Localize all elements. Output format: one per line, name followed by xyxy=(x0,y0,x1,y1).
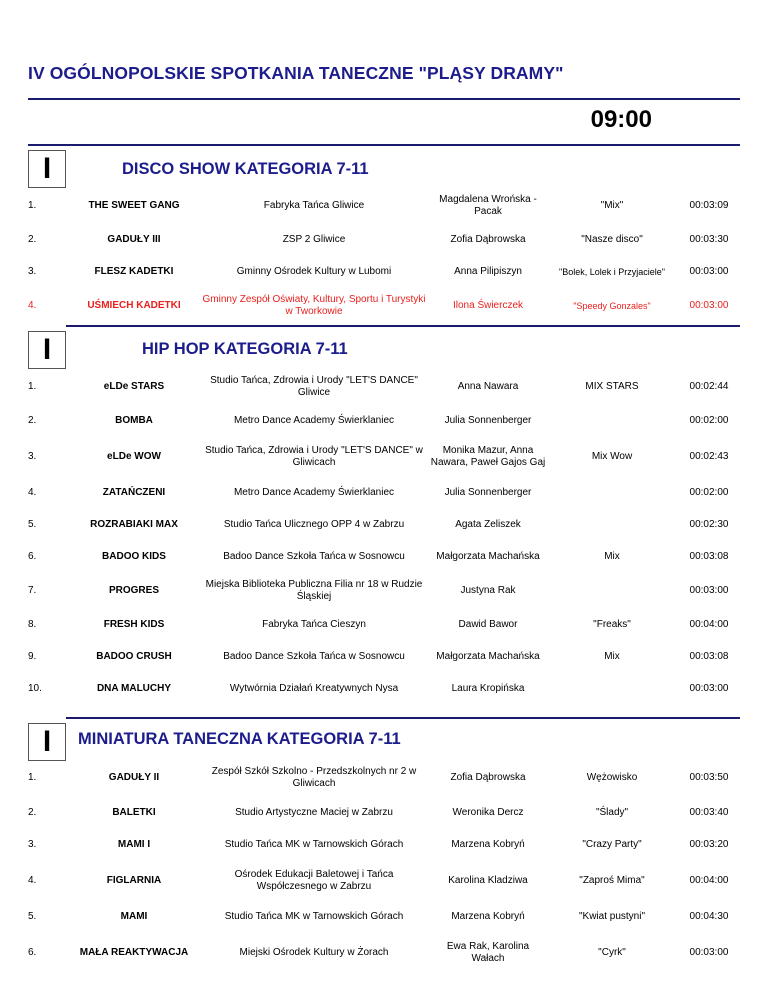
coach-name: Julia Sonnenberger xyxy=(444,415,532,426)
duration: 00:03:50 xyxy=(689,772,729,783)
song-title: "Ślady" xyxy=(595,807,629,818)
table-row xyxy=(28,256,740,288)
song-title: "Speedy Gonzales" xyxy=(573,301,651,311)
row-number: 1. xyxy=(28,381,37,392)
section-marker: I xyxy=(28,331,66,369)
coach-name: Małgorzata Machańska xyxy=(436,651,540,662)
club-name: Ośrodek Edukacji Baletowej i Tańca Współczesnego w Zabrzu xyxy=(234,869,394,892)
divider xyxy=(28,144,740,146)
table-row xyxy=(28,829,740,861)
section-marker: I xyxy=(28,723,66,761)
row-number: 2. xyxy=(28,415,37,426)
row-number: 5. xyxy=(28,519,37,530)
table-row xyxy=(28,405,740,437)
team-name: GADUŁY II xyxy=(108,772,160,783)
team-name: FLESZ KADETKI xyxy=(94,266,174,277)
duration: 00:02:44 xyxy=(689,381,729,392)
coach-name: Anna Pilipiszyn xyxy=(454,266,522,277)
duration: 00:03:00 xyxy=(689,947,729,958)
team-name: BADOO CRUSH xyxy=(96,651,172,662)
song-title: "Bolek, Lolek i Przyjaciele" xyxy=(559,267,665,277)
coach-name: Zofia Dąbrowska xyxy=(450,234,526,245)
duration: 00:03:09 xyxy=(689,200,729,211)
team-name: BALETKI xyxy=(112,807,156,818)
song-title xyxy=(546,405,678,437)
coach-name: Marzena Kobryń xyxy=(451,911,525,922)
song-title: "Crazy Party" xyxy=(582,839,642,850)
duration: 00:04:30 xyxy=(689,911,729,922)
page-title: IV OGÓLNOPOLSKIE SPOTKANIA TANECZNE "PLĄSY DRAMY" xyxy=(28,63,564,83)
song-title: Mix xyxy=(604,551,620,562)
table-row xyxy=(28,759,740,797)
table-row-highlighted xyxy=(28,288,740,324)
duration: 00:03:00 xyxy=(689,683,729,694)
row-number: 3. xyxy=(28,839,37,850)
team-name: GADUŁY III xyxy=(107,234,161,245)
row-number: 3. xyxy=(28,266,37,277)
team-name: PROGRES xyxy=(108,585,159,596)
table-row xyxy=(28,901,740,933)
duration: 00:03:00 xyxy=(689,585,729,596)
row-number: 2. xyxy=(28,807,37,818)
divider xyxy=(28,98,740,100)
section-title: DISCO SHOW KATEGORIA 7-11 xyxy=(122,160,369,178)
coach-name: Zofia Dąbrowska xyxy=(450,772,526,783)
team-name: eLDe WOW xyxy=(107,451,161,462)
club-name: Gminny Ośrodek Kultury w Lubomi xyxy=(236,266,392,277)
coach-name: Dawid Bawor xyxy=(458,619,518,630)
table-row xyxy=(28,369,740,405)
row-number: 4. xyxy=(28,875,37,886)
song-title: "Mix" xyxy=(600,200,624,211)
duration: 00:02:43 xyxy=(689,451,729,462)
team-name: FRESH KIDS xyxy=(103,619,165,630)
row-number: 6. xyxy=(28,947,37,958)
row-number: 6. xyxy=(28,551,37,562)
team-name: MAŁA REAKTYWACJA xyxy=(79,947,189,958)
table-row xyxy=(28,509,740,541)
team-name: UŚMIECH KADETKI xyxy=(87,300,181,311)
song-title: Mix Wow xyxy=(591,451,633,462)
row-number: 4. xyxy=(28,300,37,311)
song-title: "Cyrk" xyxy=(598,947,626,958)
row-number: 3. xyxy=(28,451,37,462)
club-name: Miejski Ośrodek Kultury w Żorach xyxy=(239,947,389,958)
coach-name: Ilona Świerczek xyxy=(452,300,524,311)
club-name: Studio Artystyczne Maciej w Zabrzu xyxy=(235,807,393,818)
row-number: 10. xyxy=(28,683,42,694)
club-name: Badoo Dance Szkoła Tańca w Sosnowcu xyxy=(223,651,405,662)
team-name: FIGLARNIA xyxy=(106,875,162,886)
table-row xyxy=(28,477,740,509)
song-title: Mix xyxy=(604,651,620,662)
song-title: "Zaproś Mima" xyxy=(579,875,645,886)
row-number: 4. xyxy=(28,487,37,498)
duration: 00:03:20 xyxy=(689,839,729,850)
section-title: MINIATURA TANECZNA KATEGORIA 7-11 xyxy=(78,730,401,748)
team-name: THE SWEET GANG xyxy=(88,200,180,211)
club-name: Gminny Zespół Oświaty, Kultury, Sportu i Turystyki w Tworkowie xyxy=(202,294,426,317)
table-row xyxy=(28,641,740,673)
coach-name: Justyna Rak xyxy=(460,585,516,596)
club-name: Miejska Biblioteka Publiczna Filia nr 18 w Rudzie Śląskiej xyxy=(205,579,423,602)
coach-name: Ewa Rak, Karolina Wałach xyxy=(446,941,530,964)
divider xyxy=(66,325,740,327)
duration: 00:03:08 xyxy=(689,551,729,562)
table-row xyxy=(28,437,740,477)
song-title xyxy=(546,673,678,705)
table-row xyxy=(28,609,740,641)
row-number: 8. xyxy=(28,619,37,630)
table-row xyxy=(28,188,740,224)
song-title: MIX STARS xyxy=(585,381,639,392)
section-title: HIP HOP KATEGORIA 7-11 xyxy=(142,340,348,358)
table-row xyxy=(28,224,740,256)
club-name: ZSP 2 Gliwice xyxy=(282,234,346,245)
team-name: ZATAŃCZENI xyxy=(102,487,166,498)
row-number: 2. xyxy=(28,234,37,245)
song-title: "Nasze disco" xyxy=(581,234,643,245)
club-name: Fabryka Tańca Cieszyn xyxy=(262,619,366,630)
duration: 00:04:00 xyxy=(689,619,729,630)
duration: 00:02:00 xyxy=(689,415,729,426)
coach-name: Magdalena Wrońska - Pacak xyxy=(439,194,537,217)
table-row xyxy=(28,673,740,705)
row-number: 5. xyxy=(28,911,37,922)
divider xyxy=(66,717,740,719)
table-row xyxy=(28,797,740,829)
row-number: 7. xyxy=(28,585,37,596)
coach-name: Karolina Kladziwa xyxy=(448,875,528,886)
duration: 00:03:30 xyxy=(689,234,729,245)
song-title xyxy=(546,509,678,541)
team-name: DNA MALUCHY xyxy=(96,683,172,694)
club-name: Studio Tańca MK w Tarnowskich Górach xyxy=(224,911,404,922)
club-name: Studio Tańca Ulicznego OPP 4 w Zabrzu xyxy=(223,519,405,530)
duration: 00:03:08 xyxy=(689,651,729,662)
song-title: Wężowisko xyxy=(586,772,638,783)
start-time: 09:00 xyxy=(590,106,652,133)
club-name: Wytwórnia Działań Kreatywnych Nysa xyxy=(229,683,399,694)
club-name: Badoo Dance Szkoła Tańca w Sosnowcu xyxy=(223,551,405,562)
coach-name: Agata Zeliszek xyxy=(455,519,521,530)
table-row xyxy=(28,541,740,573)
song-title: "Kwiat pustyni" xyxy=(578,911,645,922)
song-title xyxy=(546,477,678,509)
club-name: Metro Dance Academy Świerklaniec xyxy=(233,415,395,426)
row-number: 9. xyxy=(28,651,37,662)
table-row xyxy=(28,861,740,901)
club-name: Zespół Szkół Szkolno - Przedszkolnych nr 2 w Gliwicach xyxy=(211,766,417,789)
row-number: 1. xyxy=(28,772,37,783)
coach-name: Marzena Kobryń xyxy=(451,839,525,850)
coach-name: Anna Nawara xyxy=(457,381,519,392)
section-marker: I xyxy=(28,150,66,188)
duration: 00:03:40 xyxy=(689,807,729,818)
team-name: eLDe STARS xyxy=(103,381,165,392)
club-name: Studio Tańca, Zdrowia i Urody "LET'S DANCE" w Gliwicach xyxy=(205,445,423,468)
team-name: BOMBA xyxy=(115,415,153,426)
duration: 00:04:00 xyxy=(689,875,729,886)
coach-name: Weronika Dercz xyxy=(452,807,524,818)
table-row xyxy=(28,573,740,609)
duration: 00:02:00 xyxy=(689,487,729,498)
duration: 00:03:00 xyxy=(689,266,729,277)
duration: 00:03:00 xyxy=(689,300,729,311)
coach-name: Julia Sonnenberger xyxy=(444,487,532,498)
coach-name: Laura Kropińska xyxy=(451,683,525,694)
team-name: MAMI xyxy=(120,911,148,922)
coach-name: Monika Mazur, Anna Nawara, Paweł Gajos Gaj xyxy=(430,445,546,468)
coach-name: Małgorzata Machańska xyxy=(436,551,540,562)
club-name: Fabryka Tańca Gliwice xyxy=(263,200,365,211)
team-name: ROZRABIAKI MAX xyxy=(90,519,178,530)
club-name: Studio Tańca, Zdrowia i Urody "LET'S DANCE" Gliwice xyxy=(210,375,418,398)
team-name: BADOO KIDS xyxy=(102,551,166,562)
duration: 00:02:30 xyxy=(689,519,729,530)
row-number: 1. xyxy=(28,200,37,211)
club-name: Studio Tańca MK w Tarnowskich Górach xyxy=(224,839,404,850)
song-title: "Freaks" xyxy=(593,619,631,630)
team-name: MAMI I xyxy=(117,839,151,850)
song-title xyxy=(546,573,678,609)
table-row xyxy=(28,933,740,973)
club-name: Metro Dance Academy Świerklaniec xyxy=(233,487,395,498)
